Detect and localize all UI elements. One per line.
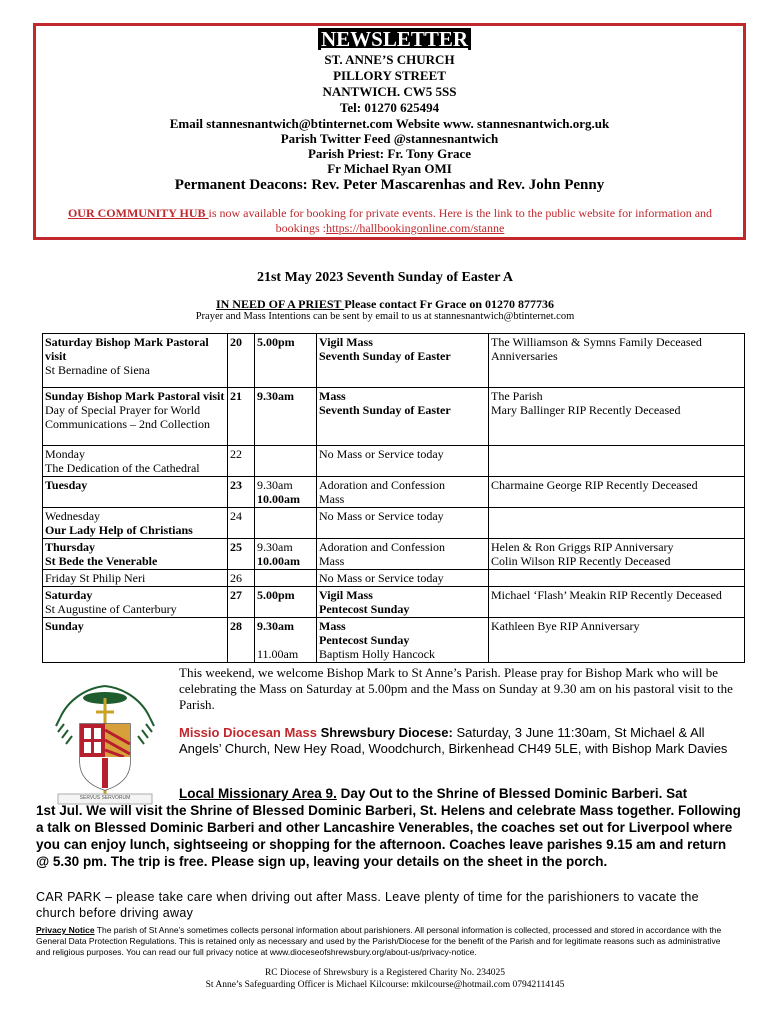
date: 23 (228, 477, 255, 508)
event: Vigil Mass (319, 588, 373, 602)
day: Sunday Bishop Mark Pastoral visit (45, 389, 225, 403)
time: 9.30am (257, 619, 294, 633)
town: NANTWICH. CW5 5SS (322, 84, 457, 99)
date: 24 (228, 508, 255, 539)
date: 26 (228, 570, 255, 587)
missio-text: Saturday, 3 June 11:30am, St Michael & All Angels’ Church, New Hey Road, Woodchurch, Birkenhead CH49 5LE, with Bishop Mark Davies (179, 725, 728, 756)
missionary-heading (179, 785, 739, 802)
time: 10.00am (257, 554, 300, 568)
time: 5.00pm (255, 334, 317, 388)
day: Sunday (43, 618, 228, 663)
day: Saturday (45, 588, 93, 602)
need-priest (0, 297, 770, 312)
bishop-visit-text: This weekend, we welcome Bishop Mark to St Anne’s Parish. Please pray for Bishop Mark who will be celebrating the Mass on Saturday at 5.00pm and the Mass on Sunday at 9.30 am on his pastoral visit to the Parish. (179, 665, 733, 712)
missionary-label: Local Missionary Area 9. (179, 786, 337, 801)
day: Tuesday (43, 477, 228, 508)
intention: Colin Wilson RIP Recently Deceased (491, 554, 671, 568)
street: PILLORY STREET (333, 68, 446, 83)
need-priest-text: Please contact Fr Grace on 01270 877736 (344, 297, 555, 311)
safeguarding-line: St Anne’s Safeguarding Officer is Michael Kilcourse: mkilcourse@hotmail.com 07942114145 (205, 980, 565, 990)
intentions-note: Prayer and Mass Intentions can be sent by email to us at stannesnantwich@btinternet.com (195, 311, 575, 322)
email-website: Email stannesnantwich@btinternet.com Website www. stannesnantwich.org.uk (169, 116, 610, 131)
time: 9.30am (257, 540, 293, 554)
date: 20 (228, 334, 255, 388)
table-row (43, 587, 745, 618)
day: Monday (45, 447, 85, 461)
missionary-title: Day Out to the Shrine of Blessed Dominic Barberi. Sat (336, 786, 688, 801)
day-sub: St Augustine of Canterbury (45, 602, 177, 616)
table-row (43, 618, 745, 663)
event: Mass (319, 554, 345, 568)
crest-motto: SERVUS SERVORUM (79, 795, 131, 801)
time: 10.00am (257, 492, 300, 506)
event: Mass (319, 619, 346, 633)
parish-priest: Parish Priest: Fr. Tony Grace (307, 146, 472, 161)
day-sub: St Bernadine of Siena (45, 363, 150, 377)
event: Adoration and Confession (319, 478, 445, 492)
missio-title: Missio Diocesan Mass (179, 725, 317, 740)
day-sub: St Bede the Venerable (45, 554, 158, 568)
car-park-notice: CAR PARK – please take care when driving out after Mass. Leave plenty of time for the parishioners to vacate the church before driving away (36, 890, 699, 920)
privacy-notice (36, 925, 736, 958)
church-name: ST. ANNE’S CHURCH (324, 52, 455, 67)
community-hub (60, 206, 720, 236)
table-row (43, 388, 745, 446)
privacy-label: Privacy Notice (36, 925, 95, 935)
day-sub: Day of Special Prayer for World Communications – 2nd Collection (45, 403, 210, 431)
date: 22 (228, 446, 255, 477)
time: 9.30am (257, 478, 293, 492)
date: 25 (228, 539, 255, 570)
time: 9.30am (255, 388, 317, 446)
day: Friday St Philip Neri (43, 570, 228, 587)
day: Thursday (45, 540, 96, 554)
event: Mass (319, 492, 345, 506)
day-sub: The Dedication of the Cathedral (45, 461, 200, 475)
event: No Mass or Service today (317, 508, 489, 539)
intention: Mary Ballinger RIP Recently Deceased (491, 403, 681, 417)
deacons: Permanent Deacons: Rev. Peter Mascarenhas and Rev. John Penny (174, 177, 605, 193)
day: Saturday Bishop Mark Pastoral visit (45, 335, 209, 363)
missio-notice (179, 725, 739, 757)
date: 28 (228, 618, 255, 663)
hub-link[interactable]: https://hallbookingonline.com/stanne (326, 221, 505, 235)
table-row (43, 477, 745, 508)
table-row (43, 508, 745, 539)
event: Adoration and Confession (319, 540, 445, 554)
table-row (43, 334, 745, 388)
event: Vigil Mass (319, 335, 373, 349)
time: 5.00pm (255, 587, 317, 618)
day-sub: Our Lady Help of Christians (45, 523, 193, 537)
intention: Kathleen Bye RIP Anniversary (489, 618, 745, 663)
event: Seventh Sunday of Easter (319, 349, 451, 363)
date: 21 (228, 388, 255, 446)
missio-diocese: Shrewsbury Diocese: (317, 725, 453, 740)
telephone: Tel: 01270 625494 (339, 100, 440, 115)
hub-label: OUR COMMUNITY HUB (67, 206, 209, 220)
intention: The Parish (491, 389, 543, 403)
twitter: Parish Twitter Feed @stannesnantwich (280, 131, 499, 146)
event: No Mass or Service today (317, 570, 489, 587)
hub-text: is now available for booking for private events. Here is the link to the public website for information and bookings : (208, 206, 713, 235)
event: Pentecost Sunday (319, 633, 410, 647)
missionary-text: 1st Jul. We will visit the Shrine of Blessed Dominic Barberi, St. Helens and celebrate Mass together. Following a talk on Blessed Dominic Barberi and other Lancashire Venerables, the coaches set out for Liverpool where you can enjoy lunch, sightseeing or shopping for the afternoon. Coaches leave parishes 9.15 am and return @ 5.30 pm. The trip is free. Please sign up, leaving your details on the sheet in the porch. (36, 803, 741, 869)
day: Wednesday (45, 509, 101, 523)
event: Pentecost Sunday (319, 602, 410, 616)
event: Mass (319, 389, 346, 403)
event: Baptism Holly Hancock (319, 647, 435, 661)
footer (0, 967, 770, 991)
table-row (43, 570, 745, 587)
sunday-title: 21st May 2023 Seventh Sunday of Easter A (256, 270, 514, 285)
intention: Charmaine George RIP Recently Deceased (489, 477, 745, 508)
event: No Mass or Service today (317, 446, 489, 477)
newsletter-title: NEWSLETTER (318, 28, 471, 50)
fr-michael: Fr Michael Ryan OMI (327, 161, 452, 176)
bishop-crest-icon (46, 678, 164, 808)
table-row (43, 446, 745, 477)
charity-line: RC Diocese of Shrewsbury is a Registered Charity No. 234025 (264, 968, 506, 978)
time: 11.00am (257, 647, 299, 661)
intention: The Williamson & Symns Family Deceased Anniversaries (489, 334, 745, 388)
event: Seventh Sunday of Easter (319, 403, 451, 417)
table-row (43, 539, 745, 570)
intention: Michael ‘Flash’ Meakin RIP Recently Deceased (489, 587, 745, 618)
intention: Helen & Ron Griggs RIP Anniversary (491, 540, 674, 554)
date: 27 (228, 587, 255, 618)
privacy-text: The parish of St Anne’s sometimes collects personal information about parishioners. All personal information is collected, processed and stored in accordance with the General Data Protection Regulations. This is retained only as necessary and used by the Parish/Diocese for the benefit of the Parish and for legitimate reasons such as administrative and religious purposes. You can read our full privacy notice at www.dioceseofshrewsbury.org/about-us/privacy-notice. (36, 925, 722, 957)
need-priest-label: IN NEED OF A PRIEST (215, 297, 345, 311)
mass-schedule-table (42, 333, 745, 663)
